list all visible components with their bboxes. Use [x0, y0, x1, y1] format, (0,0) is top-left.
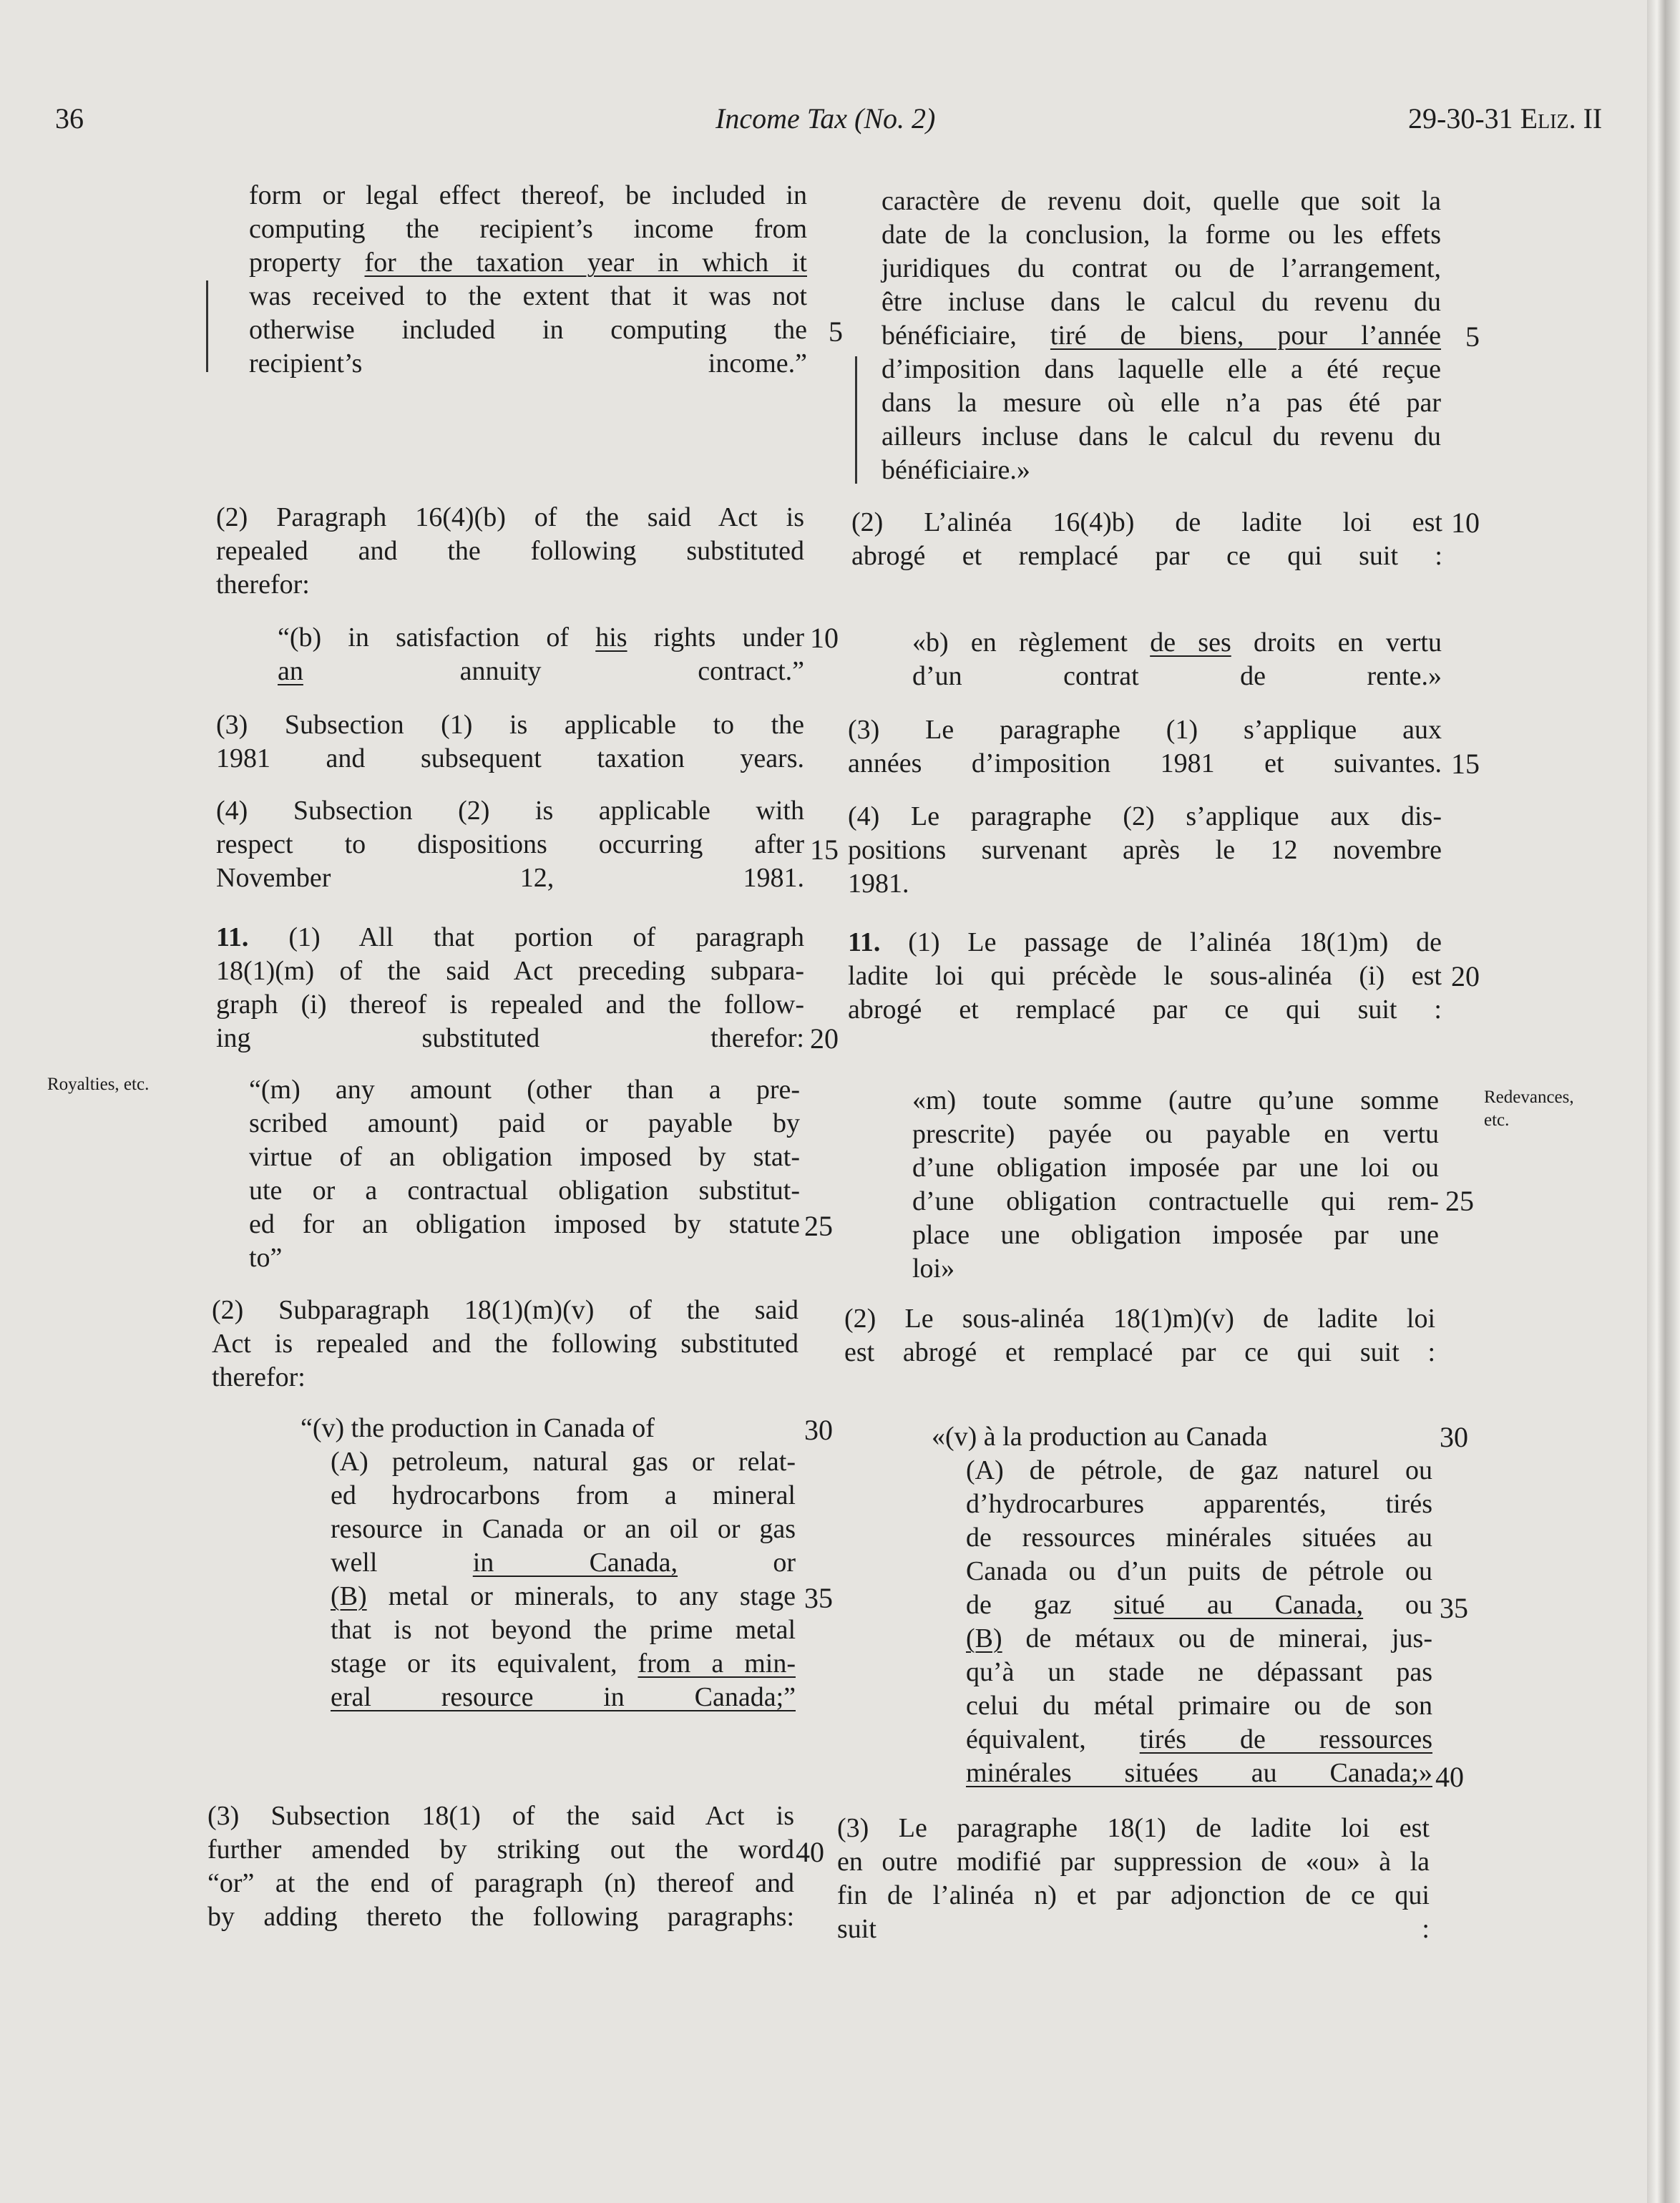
text-line: (A) de pétrole, de gaz naturel ou — [966, 1455, 1432, 1485]
text-line: équivalent, tirés de ressources — [966, 1724, 1433, 1754]
line-number-en-35: 35 — [804, 1582, 833, 1614]
english-block-1 — [249, 179, 807, 381]
text-line: (B) de métaux ou de minerai, jus- — [966, 1623, 1432, 1654]
text-line: abrogé et remplacé par ce qui suit : — [851, 541, 1442, 571]
french-block-3 — [912, 626, 1442, 693]
english-block-6 — [216, 921, 804, 1055]
line-number-fr-25: 25 — [1445, 1185, 1474, 1217]
text-line: computing the recipient’s income from — [249, 214, 807, 244]
text-line: “(v) the production in Canada of — [301, 1413, 655, 1443]
line-number-en-20: 20 — [810, 1022, 839, 1055]
margin-note-french-line1: Redevances, — [1484, 1088, 1574, 1107]
line-number-fr-15: 15 — [1451, 748, 1480, 780]
text-line: années d’imposition 1981 et suivantes. — [848, 748, 1442, 778]
english-block-9-head — [301, 1412, 794, 1445]
text-line: suit : — [837, 1914, 1430, 1944]
text-line: de ressources minérales situées au — [966, 1523, 1432, 1553]
text-line: 1981. — [848, 869, 909, 899]
change-bar-french — [855, 356, 857, 484]
text-line: «m) toute somme (autre qu’une somme — [912, 1085, 1439, 1115]
text-line: repealed and the following substituted — [216, 536, 804, 566]
session-reference — [1408, 102, 1602, 136]
text-line: place une obligation imposée par une — [912, 1220, 1439, 1250]
text-line: (3) Subsection (1) is applicable to the — [216, 710, 804, 740]
text-line: être incluse dans le calcul du revenu du — [881, 287, 1441, 317]
text-line: d’une obligation contractuelle qui rem- — [912, 1186, 1439, 1216]
margin-note-french — [1484, 1086, 1574, 1132]
text-line: «(v) à la production au Canada — [932, 1422, 1268, 1452]
text-line: scribed amount) paid or payable by — [249, 1108, 800, 1138]
text-line: d’hydrocarbures apparentés, tirés — [966, 1489, 1432, 1519]
text-line: to” — [249, 1243, 283, 1273]
text-line: (2) L’alinéa 16(4)b) de ladite loi est — [851, 507, 1442, 537]
french-block-9 — [966, 1454, 1432, 1790]
text-line: de gaz situé au Canada, ou — [966, 1590, 1432, 1620]
text-line: bénéficiaire, tiré de biens, pour l’année — [881, 321, 1442, 351]
text-line: dans la mesure où elle n’a pas été par — [881, 388, 1441, 418]
amendment-underline: de ses — [1150, 627, 1231, 658]
line-number-en-40: 40 — [796, 1836, 824, 1868]
text-line: an annuity contract.” — [278, 656, 804, 686]
session-eliz: Eliz. — [1520, 102, 1576, 135]
english-block-8 — [212, 1294, 799, 1394]
amendment-underline: minérales situées au Canada;» — [966, 1758, 1432, 1788]
amendment-underline: situé au Canada, — [1113, 1590, 1364, 1620]
text-line: ed for an obligation imposed by statute — [249, 1209, 800, 1239]
session-suffix: II — [1576, 102, 1603, 135]
text-line: ladite loi qui précède le sous-alinéa (i) est — [848, 961, 1442, 991]
text-line: bénéficiaire.» — [881, 455, 1030, 485]
french-block-9-head — [932, 1420, 1432, 1454]
text-line: (3) Le paragraphe (1) s’applique aux — [848, 715, 1442, 745]
text-line: (2) Le sous-alinéa 18(1)m)(v) de ladite loi — [844, 1304, 1435, 1334]
text-line: otherwise included in computing the — [249, 315, 807, 345]
amendment-underline: eral resource in Canada;” — [331, 1682, 796, 1712]
running-title: Income Tax (No. 2) — [716, 102, 936, 135]
text-line: well in Canada, or — [331, 1548, 796, 1578]
english-block-7 — [249, 1073, 800, 1275]
text-line: prescrite) payée ou payable en vertu — [912, 1119, 1439, 1149]
text-line: (3) Subsection 18(1) of the said Act is — [207, 1801, 794, 1831]
text-line: “or” at the end of paragraph (n) thereof and — [207, 1868, 794, 1898]
french-block-7 — [912, 1084, 1439, 1286]
text-line: (3) Le paragraphe 18(1) de ladite loi est — [837, 1813, 1430, 1843]
text-line: (4) Subsection (2) is applicable with — [216, 796, 804, 826]
text-line — [966, 1757, 1432, 1790]
text-line — [331, 1681, 796, 1714]
line-number-fr-10: 10 — [1451, 507, 1480, 539]
text-line: 11. (1) All that portion of paragraph — [216, 922, 804, 952]
change-bar-english — [206, 280, 208, 372]
text-line: that is not beyond the prime metal — [331, 1615, 796, 1645]
text-line: date de la conclusion, la forme ou les effets — [881, 220, 1441, 250]
text-line: qu’à un stade ne dépassant pas — [966, 1657, 1432, 1687]
text-line: Canada ou d’un puits de pétrole ou — [966, 1556, 1432, 1586]
text-line: ute or a contractual obligation substitut- — [249, 1176, 800, 1206]
text-line: 1981 and subsequent taxation years. — [216, 743, 804, 773]
line-number-en-5: 5 — [829, 316, 843, 348]
text-line: (2) Subparagraph 18(1)(m)(v) of the said — [212, 1295, 799, 1325]
text-line: Act is repealed and the following substituted — [212, 1329, 799, 1359]
french-block-5 — [848, 800, 1442, 901]
english-block-4 — [216, 708, 804, 776]
text-line: ailleurs incluse dans le calcul du revenu du — [881, 421, 1441, 451]
margin-note-english: Royalties, etc. — [47, 1075, 150, 1094]
text-line: d’un contrat de rente.» — [912, 661, 1442, 691]
amendment-underline: tiré de biens, pour l’année — [1050, 321, 1442, 351]
text-line: en outre modifié par suppression de «ou» à la — [837, 1847, 1430, 1877]
french-block-2 — [851, 506, 1442, 573]
french-block-10 — [837, 1812, 1430, 1946]
text-line: respect to dispositions occurring after — [216, 829, 804, 859]
amendment-underline: from a min- — [638, 1648, 796, 1679]
margin-note-french-line2: etc. — [1484, 1110, 1510, 1130]
english-block-9 — [331, 1445, 796, 1714]
text-line: fin de l’alinéa n) et par adjonction de ce qui — [837, 1880, 1430, 1910]
text-line: was received to the extent that it was not — [249, 281, 807, 311]
english-block-5 — [216, 794, 804, 895]
page-number: 36 — [55, 102, 84, 135]
amendment-underline: (B) — [331, 1581, 367, 1611]
text-line: (B) metal or minerals, to any stage — [331, 1581, 796, 1611]
line-number-en-25: 25 — [804, 1210, 833, 1242]
text-line: ed hydrocarbons from a mineral — [331, 1480, 796, 1510]
text-line: therefor: — [216, 570, 310, 600]
text-line: therefor: — [212, 1362, 306, 1392]
text-line: November 12, 1981. — [216, 863, 804, 893]
line-number-en-15: 15 — [810, 834, 839, 866]
text-line: est abrogé et remplacé par ce qui suit : — [844, 1337, 1435, 1367]
line-number-en-10: 10 — [810, 622, 839, 654]
session-prefix: 29-30-31 — [1408, 102, 1520, 135]
text-line: ing substituted therefor: — [216, 1023, 804, 1053]
text-line: by adding thereto the following paragraphs: — [207, 1902, 794, 1932]
text-line: resource in Canada or an oil or gas — [331, 1514, 796, 1544]
text-line: celui du métal primaire ou de son — [966, 1691, 1432, 1721]
amendment-underline: (B) — [966, 1623, 1002, 1654]
text-line: 18(1)(m) of the said Act preceding subpara- — [216, 956, 804, 986]
text-line: positions survenant après le 12 novembre — [848, 835, 1442, 865]
text-line: (2) Paragraph 16(4)(b) of the said Act is — [216, 502, 804, 532]
french-block-1 — [881, 185, 1441, 487]
text-line: abrogé et remplacé par ce qui suit : — [848, 995, 1442, 1025]
english-block-3 — [278, 621, 804, 688]
french-block-6 — [848, 926, 1442, 1027]
line-number-fr-5: 5 — [1465, 321, 1480, 353]
line-number-fr-30: 30 — [1440, 1421, 1468, 1453]
text-line: form or legal effect thereof, be included in — [249, 180, 807, 210]
english-block-10 — [207, 1799, 794, 1934]
line-number-fr-35: 35 — [1440, 1592, 1468, 1624]
text-line: caractère de revenu doit, quelle que soit la — [881, 186, 1441, 216]
french-block-8 — [844, 1302, 1435, 1369]
text-line: “(m) any amount (other than a pre- — [249, 1075, 800, 1105]
amendment-underline: tirés de ressources — [1139, 1724, 1433, 1754]
text-line: recipient’s income.” — [249, 348, 807, 378]
text-line: «b) en règlement de ses droits en vertu — [912, 627, 1442, 658]
text-line: loi» — [912, 1254, 955, 1284]
amendment-underline: his — [595, 622, 627, 653]
french-block-4 — [848, 713, 1442, 781]
text-line: further amended by striking out the word — [207, 1835, 794, 1865]
text-line: stage or its equivalent, from a min- — [331, 1648, 796, 1679]
text-line: property for the taxation year in which it — [249, 248, 807, 278]
line-number-fr-40: 40 — [1435, 1761, 1464, 1793]
text-line: d’une obligation imposée par une loi ou — [912, 1153, 1439, 1183]
amendment-underline: in Canada, — [472, 1548, 678, 1578]
line-number-fr-20: 20 — [1451, 960, 1480, 992]
text-line: “(b) in satisfaction of his rights under — [278, 622, 804, 653]
english-block-2 — [216, 501, 804, 602]
text-line: graph (i) thereof is repealed and the follow- — [216, 990, 804, 1020]
text-line: juridiques du contrat ou de l’arrangement, — [881, 253, 1441, 283]
text-line: d’imposition dans laquelle elle a été reçue — [881, 354, 1441, 384]
text-line: virtue of an obligation imposed by stat- — [249, 1142, 800, 1172]
text-line: (4) Le paragraphe (2) s’applique aux dis- — [848, 801, 1442, 831]
text-line: 11. (1) Le passage de l’alinéa 18(1)m) de — [848, 927, 1442, 957]
amendment-underline: an — [278, 656, 303, 686]
amendment-underline: for the taxation year in which it — [364, 248, 807, 278]
line-number-en-30: 30 — [804, 1414, 833, 1446]
text-line: (A) petroleum, natural gas or relat- — [331, 1447, 796, 1477]
page-edge-shadow — [1647, 0, 1680, 2203]
